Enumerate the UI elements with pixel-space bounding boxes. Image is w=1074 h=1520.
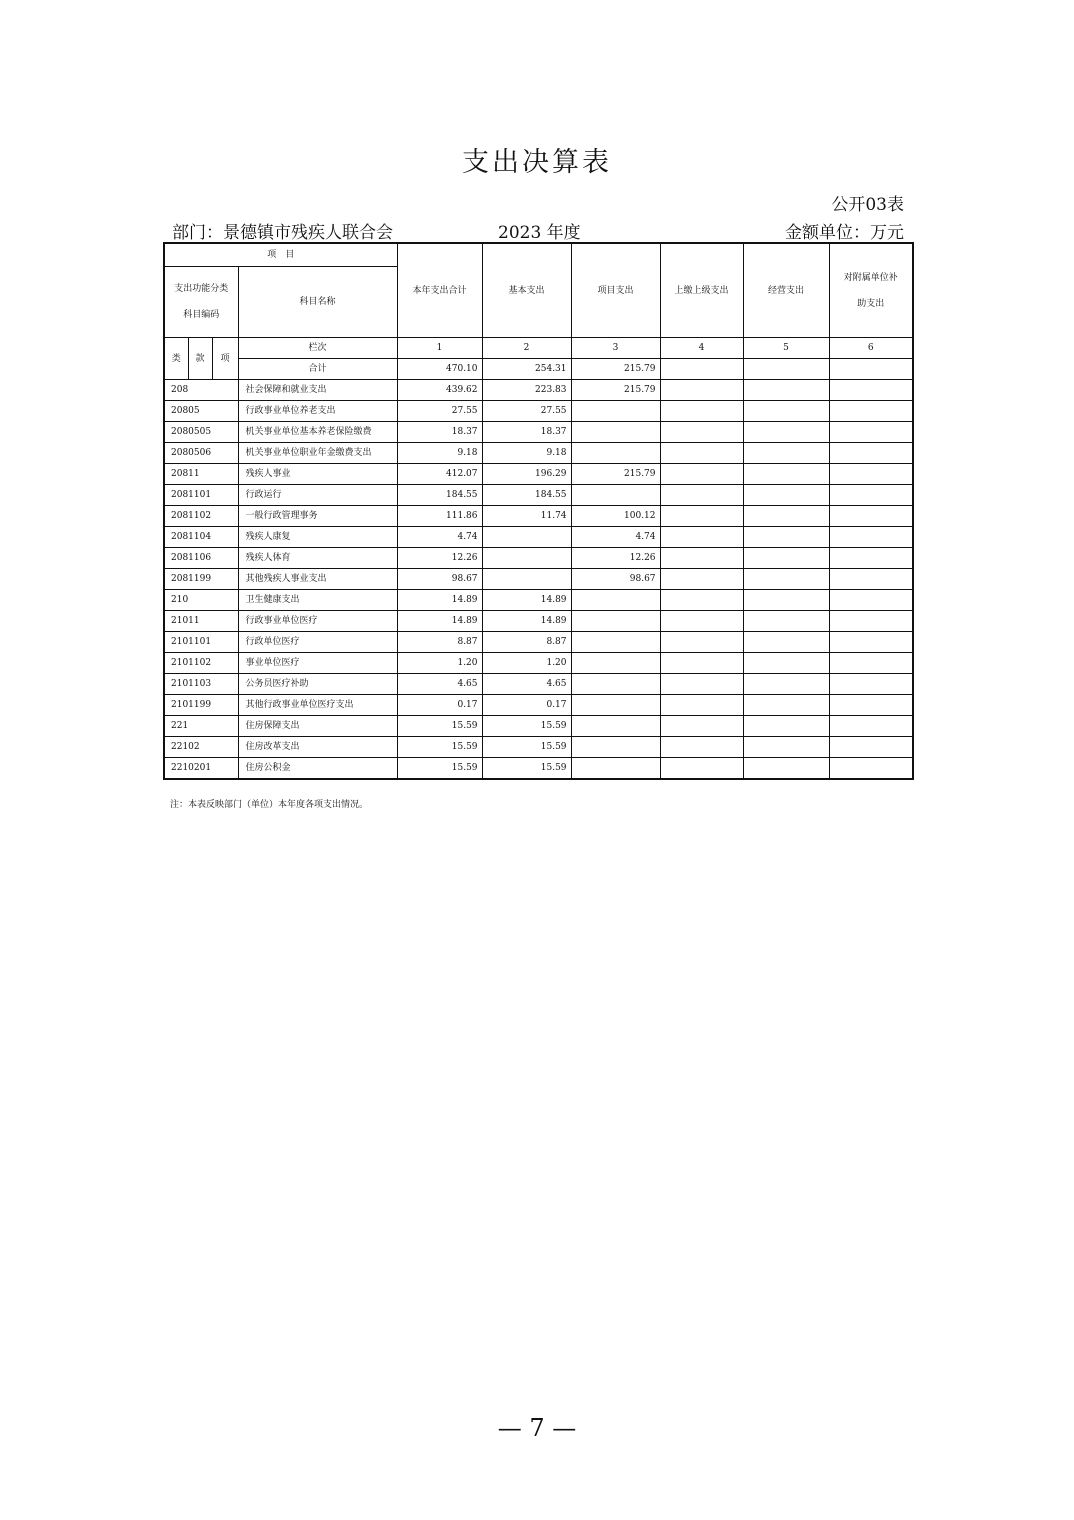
row-subsidy	[829, 569, 913, 590]
row-code: 2101199	[164, 695, 238, 716]
row-total: 12.26	[397, 548, 482, 569]
row-operate	[743, 443, 829, 464]
table-row	[164, 632, 913, 653]
row-code: 2081102	[164, 506, 238, 527]
row-basic	[482, 548, 571, 569]
row-upper	[660, 653, 743, 674]
header-project: 项目支出	[571, 243, 660, 338]
row-subsidy	[829, 590, 913, 611]
row-project	[571, 485, 660, 506]
row-name: 行政单位医疗	[238, 632, 397, 653]
row-basic: 223.83	[482, 380, 571, 401]
row-total: 14.89	[397, 590, 482, 611]
form-number: 公开03表	[831, 195, 904, 215]
row-code: 2101102	[164, 653, 238, 674]
row-name: 机关事业单位职业年金缴费支出	[238, 443, 397, 464]
header-row-lanci	[164, 338, 913, 359]
row-upper	[660, 422, 743, 443]
row-name: 行政事业单位医疗	[238, 611, 397, 632]
row-subsidy	[829, 653, 913, 674]
row-code: 2080506	[164, 443, 238, 464]
col-number-2: 2	[482, 338, 571, 359]
header-kuan: 款	[188, 338, 212, 380]
total-project: 215.79	[571, 359, 660, 380]
total-basic: 254.31	[482, 359, 571, 380]
row-total: 8.87	[397, 632, 482, 653]
row-total: 18.37	[397, 422, 482, 443]
row-upper	[660, 443, 743, 464]
row-basic: 11.74	[482, 506, 571, 527]
page-title: 支出决算表	[462, 147, 612, 178]
row-operate	[743, 695, 829, 716]
row-operate	[743, 653, 829, 674]
header-subject-name: 科目名称	[238, 267, 397, 338]
row-upper	[660, 485, 743, 506]
header-row-item	[164, 243, 913, 267]
row-operate	[743, 401, 829, 422]
header-item: 项 目	[164, 243, 397, 267]
row-name: 住房保障支出	[238, 716, 397, 737]
row-operate	[743, 737, 829, 758]
row-total: 15.59	[397, 758, 482, 780]
table-row	[164, 737, 913, 758]
row-project	[571, 737, 660, 758]
table-row	[164, 422, 913, 443]
row-project: 100.12	[571, 506, 660, 527]
total-label: 合计	[238, 359, 397, 380]
row-total: 4.74	[397, 527, 482, 548]
col-number-6: 6	[829, 338, 913, 359]
header-lei: 类	[164, 338, 188, 380]
row-operate	[743, 569, 829, 590]
row-subsidy	[829, 695, 913, 716]
row-project: 215.79	[571, 464, 660, 485]
row-operate	[743, 674, 829, 695]
header-xiang: 项	[212, 338, 238, 380]
total-row	[164, 359, 913, 380]
row-code: 20805	[164, 401, 238, 422]
header-func-class: 支出功能分类科目编码	[164, 267, 238, 338]
row-basic: 14.89	[482, 590, 571, 611]
row-basic: 4.65	[482, 674, 571, 695]
row-name: 卫生健康支出	[238, 590, 397, 611]
row-upper	[660, 401, 743, 422]
row-name: 行政事业单位养老支出	[238, 401, 397, 422]
total-subsidy	[829, 359, 913, 380]
row-code: 20811	[164, 464, 238, 485]
row-total: 9.18	[397, 443, 482, 464]
col-number-1: 1	[397, 338, 482, 359]
row-name: 残疾人事业	[238, 464, 397, 485]
row-project	[571, 716, 660, 737]
row-code: 2081104	[164, 527, 238, 548]
row-code: 22102	[164, 737, 238, 758]
total-amount: 470.10	[397, 359, 482, 380]
row-code: 2101101	[164, 632, 238, 653]
row-subsidy	[829, 632, 913, 653]
table-row	[164, 506, 913, 527]
table-row	[164, 653, 913, 674]
row-code: 221	[164, 716, 238, 737]
row-subsidy	[829, 758, 913, 780]
row-basic: 196.29	[482, 464, 571, 485]
col-number-5: 5	[743, 338, 829, 359]
row-operate	[743, 548, 829, 569]
row-total: 14.89	[397, 611, 482, 632]
row-project	[571, 695, 660, 716]
row-total: 27.55	[397, 401, 482, 422]
footnote: 注：本表反映部门（单位）本年度各项支出情况。	[170, 800, 369, 810]
row-operate	[743, 590, 829, 611]
row-total: 184.55	[397, 485, 482, 506]
table-row	[164, 758, 913, 780]
row-basic: 15.59	[482, 716, 571, 737]
row-total: 98.67	[397, 569, 482, 590]
page-number: — 7 —	[497, 1414, 577, 1442]
row-subsidy	[829, 716, 913, 737]
row-operate	[743, 422, 829, 443]
row-project	[571, 401, 660, 422]
fiscal-year: 2023 年度	[498, 223, 581, 243]
row-name: 行政运行	[238, 485, 397, 506]
row-upper	[660, 695, 743, 716]
table-row	[164, 485, 913, 506]
row-project	[571, 632, 660, 653]
row-code: 210	[164, 590, 238, 611]
row-project	[571, 422, 660, 443]
row-code: 2081106	[164, 548, 238, 569]
row-basic: 27.55	[482, 401, 571, 422]
row-project	[571, 758, 660, 780]
row-subsidy	[829, 485, 913, 506]
row-code: 208	[164, 380, 238, 401]
col-number-3: 3	[571, 338, 660, 359]
row-project: 215.79	[571, 380, 660, 401]
row-subsidy	[829, 401, 913, 422]
table-row	[164, 611, 913, 632]
header-upper: 上缴上级支出	[660, 243, 743, 338]
row-upper	[660, 548, 743, 569]
row-code: 2210201	[164, 758, 238, 780]
row-code: 2101103	[164, 674, 238, 695]
header-operate: 经营支出	[743, 243, 829, 338]
currency-unit: 金额单位：万元	[785, 223, 904, 243]
row-operate	[743, 611, 829, 632]
row-name: 残疾人康复	[238, 527, 397, 548]
table-row	[164, 569, 913, 590]
col-number-4: 4	[660, 338, 743, 359]
row-subsidy	[829, 611, 913, 632]
row-name: 社会保障和就业支出	[238, 380, 397, 401]
row-basic: 8.87	[482, 632, 571, 653]
row-project	[571, 443, 660, 464]
row-name: 其他行政事业单位医疗支出	[238, 695, 397, 716]
table-row	[164, 695, 913, 716]
row-basic: 0.17	[482, 695, 571, 716]
row-name: 其他残疾人事业支出	[238, 569, 397, 590]
row-operate	[743, 527, 829, 548]
row-basic	[482, 569, 571, 590]
row-upper	[660, 569, 743, 590]
row-operate	[743, 380, 829, 401]
table-row	[164, 464, 913, 485]
department-label: 部门：景德镇市残疾人联合会	[172, 223, 393, 243]
row-subsidy	[829, 464, 913, 485]
row-total: 0.17	[397, 695, 482, 716]
row-project	[571, 653, 660, 674]
table-row	[164, 548, 913, 569]
row-operate	[743, 716, 829, 737]
row-name: 机关事业单位基本养老保险缴费	[238, 422, 397, 443]
table-row	[164, 443, 913, 464]
row-upper	[660, 527, 743, 548]
table-row	[164, 590, 913, 611]
row-total: 111.86	[397, 506, 482, 527]
row-name: 住房改革支出	[238, 737, 397, 758]
row-basic: 1.20	[482, 653, 571, 674]
table-row	[164, 716, 913, 737]
row-code: 21011	[164, 611, 238, 632]
row-upper	[660, 506, 743, 527]
header-subsidy: 对附属单位补助支出	[829, 243, 913, 338]
expenditure-table	[163, 242, 914, 780]
total-operate	[743, 359, 829, 380]
row-upper	[660, 716, 743, 737]
row-project	[571, 674, 660, 695]
table-row	[164, 380, 913, 401]
row-basic: 184.55	[482, 485, 571, 506]
row-operate	[743, 506, 829, 527]
row-upper	[660, 464, 743, 485]
row-subsidy	[829, 422, 913, 443]
row-subsidy	[829, 548, 913, 569]
row-subsidy	[829, 674, 913, 695]
row-name: 公务员医疗补助	[238, 674, 397, 695]
row-upper	[660, 380, 743, 401]
row-project	[571, 611, 660, 632]
row-upper	[660, 611, 743, 632]
row-total: 412.07	[397, 464, 482, 485]
row-code: 2080505	[164, 422, 238, 443]
row-operate	[743, 464, 829, 485]
row-total: 1.20	[397, 653, 482, 674]
row-upper	[660, 758, 743, 780]
row-name: 残疾人体育	[238, 548, 397, 569]
row-upper	[660, 737, 743, 758]
row-project: 12.26	[571, 548, 660, 569]
row-project: 4.74	[571, 527, 660, 548]
row-basic: 15.59	[482, 758, 571, 780]
table-row	[164, 401, 913, 422]
row-upper	[660, 632, 743, 653]
row-basic: 18.37	[482, 422, 571, 443]
row-total: 4.65	[397, 674, 482, 695]
row-name: 一般行政管理事务	[238, 506, 397, 527]
header-total: 本年支出合计	[397, 243, 482, 338]
row-name: 住房公积金	[238, 758, 397, 780]
row-basic: 14.89	[482, 611, 571, 632]
row-operate	[743, 485, 829, 506]
row-total: 439.62	[397, 380, 482, 401]
total-upper	[660, 359, 743, 380]
header-lanci: 栏次	[238, 338, 397, 359]
table-row	[164, 527, 913, 548]
row-total: 15.59	[397, 716, 482, 737]
row-subsidy	[829, 527, 913, 548]
row-total: 15.59	[397, 737, 482, 758]
row-basic: 9.18	[482, 443, 571, 464]
row-operate	[743, 758, 829, 780]
row-subsidy	[829, 737, 913, 758]
row-project: 98.67	[571, 569, 660, 590]
row-upper	[660, 590, 743, 611]
row-upper	[660, 674, 743, 695]
row-subsidy	[829, 380, 913, 401]
row-name: 事业单位医疗	[238, 653, 397, 674]
row-code: 2081101	[164, 485, 238, 506]
row-project	[571, 590, 660, 611]
row-subsidy	[829, 506, 913, 527]
header-basic: 基本支出	[482, 243, 571, 338]
row-subsidy	[829, 443, 913, 464]
row-code: 2081199	[164, 569, 238, 590]
row-basic: 15.59	[482, 737, 571, 758]
row-basic	[482, 527, 571, 548]
row-operate	[743, 632, 829, 653]
table-row	[164, 674, 913, 695]
